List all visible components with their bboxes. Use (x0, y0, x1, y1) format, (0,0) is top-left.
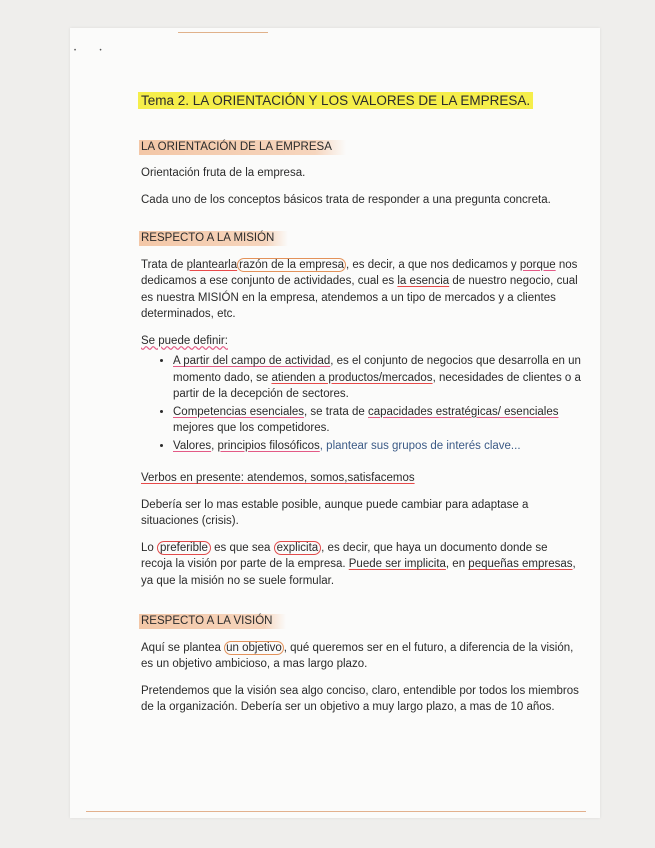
list-item (173, 404, 581, 437)
underlined-text: Valores (173, 439, 212, 452)
bottom-margin-line (86, 811, 586, 812)
heading-orientacion: LA ORIENTACIÓN DE LA EMPRESA (139, 140, 346, 155)
list-item (173, 353, 581, 403)
scanned-page (70, 28, 600, 818)
text: es que sea (210, 541, 274, 554)
mision-p1 (141, 257, 581, 323)
orientacion-p1: Orientación fruta de la empresa. (141, 167, 306, 179)
text: Aquí se plantea (141, 641, 225, 654)
underlined-text: capacidades estratégicas/ esenciales (367, 405, 559, 418)
text: , es decir, a que nos dedicamos y (345, 258, 520, 271)
heading-mision: RESPECTO A LA MISIÓN (139, 231, 288, 246)
heading-vision: RESPECTO A LA VISIÓN (139, 614, 286, 629)
mision-p2: Debería ser lo mas estable posible, aunque puede cambiar para adaptase a situaciones (crisis). (141, 498, 529, 527)
text: , (211, 439, 218, 452)
circled-text: preferible (157, 541, 211, 555)
document-title: Tema 2. LA ORIENTACIÓN Y LOS VALORES DE LA EMPRESA. (138, 92, 533, 109)
vision-p2: Pretendemos que la visión sea algo conciso, claro, entendible por todos los miembros de la organización. Debería ser un objetivo a muy largo plazo, a mas de 10 años. (141, 684, 579, 713)
underlined-text: plantearla (186, 258, 238, 271)
define-label: Se puede definir: (141, 334, 228, 347)
underlined-text: Puede ser implicita (348, 558, 446, 570)
document-body (141, 92, 581, 716)
text: Trata de (141, 258, 187, 271)
underlined-text: la esencia (397, 275, 450, 287)
top-margin-line (178, 32, 268, 33)
circled-text: un objetivo (226, 641, 282, 654)
list-item (173, 438, 581, 455)
text: , necesidades de clientes o a partir de la decepción de sectores. (173, 371, 581, 400)
orientacion-p2: Cada uno de los conceptos básicos trata de responder a una pregunta concreta. (141, 193, 551, 206)
verbos-note: Verbos en presente: atendemos, somos,satisfacemos (141, 472, 415, 484)
text: , en (445, 558, 469, 570)
text: nos dedicamos a ese conjunto de actividades, cual es (141, 258, 578, 287)
underlined-text: principios filosóficos (217, 439, 320, 452)
text: Lo (141, 541, 157, 554)
underlined-text: atienden a productos/mercados (271, 371, 433, 384)
text: , es el conjunto de negocios que desarrolla en un momento dado, se (173, 355, 581, 384)
circled-text: razón de la empresa (239, 258, 344, 271)
text: , es decir, que haya un documento donde se recoja la visión por parte de la empresa. (141, 541, 548, 570)
text: , qué queremos ser en el futuro, a diferencia de la visión, es un objetivo ambicioso, a mas largo plazo. (141, 641, 574, 670)
definition-list (141, 353, 581, 454)
text: de nuestro negocio, cual es nuestra MISIÓN en la empresa, atendemos a un tipo de mercados y a clientes determinados, etc. (141, 275, 578, 320)
underlined-text: A partir del campo de actividad (173, 355, 331, 367)
mision-p3 (141, 540, 581, 590)
circled-text: explicita (274, 541, 322, 555)
text: , plantear sus grupos de interés clave... (319, 439, 521, 452)
text: , ya que la misión no se suele formular. (141, 558, 576, 587)
scan-specks: • • (74, 48, 102, 54)
text: , se trata de (304, 405, 368, 418)
underlined-text: pequeñas empresas (468, 558, 573, 570)
text: mejores que los competidores. (173, 422, 330, 434)
vision-p1 (141, 640, 581, 673)
underlined-text: porque (519, 258, 556, 271)
underlined-text: Competencias esenciales (173, 405, 305, 418)
